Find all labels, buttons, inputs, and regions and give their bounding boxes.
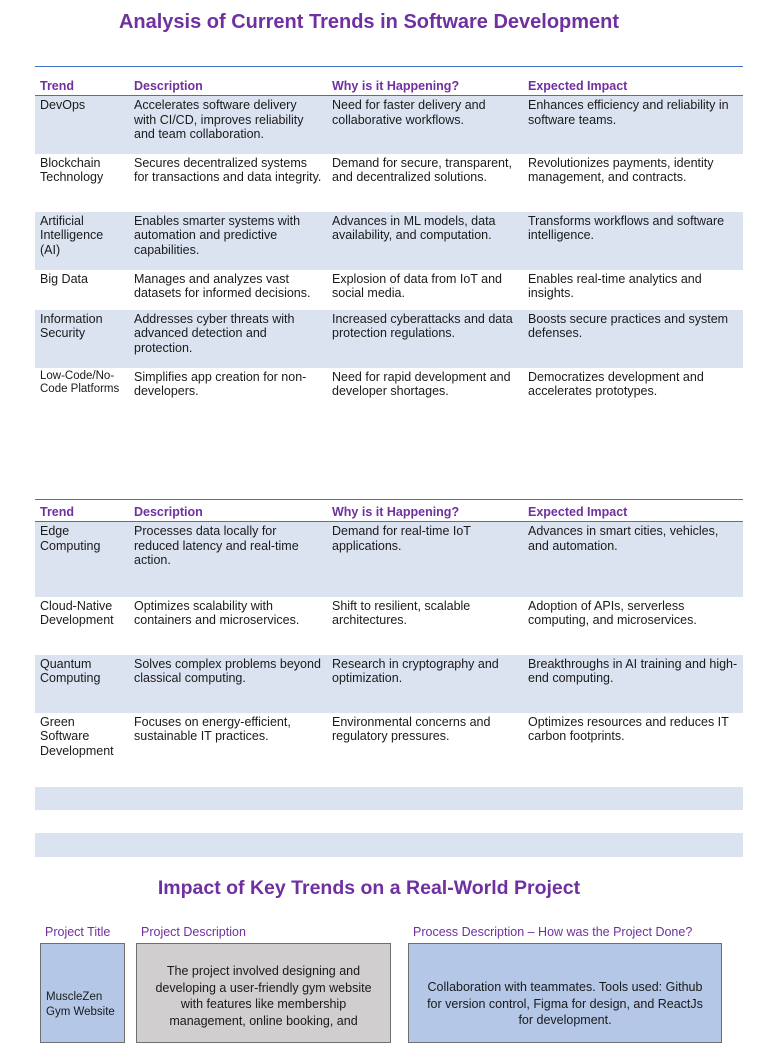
impact-cell: Boosts secure practices and system defenses. — [523, 310, 743, 368]
table-row — [35, 655, 743, 713]
trend-cell: Big Data — [40, 271, 88, 286]
page-title: Analysis of Current Trends in Software Development — [118, 11, 620, 33]
trends-table-1 — [35, 66, 743, 420]
table-row — [35, 154, 743, 212]
description-cell: Solves complex problems beyond classical computing. — [129, 655, 327, 713]
why-cell: Environmental concerns and regulatory pressures. — [332, 714, 491, 743]
why-cell: Research in cryptography and optimization. — [327, 655, 523, 713]
project-title-value: MuscleZen Gym Website — [46, 991, 115, 1018]
description-cell: Optimizes scalability with containers and microservices. — [134, 598, 300, 627]
description-cell: Simplifies app creation for non-developers. — [134, 369, 307, 398]
impact-cell: Democratizes development and accelerates prototypes. — [528, 369, 704, 398]
trend-cell: Quantum Computing — [35, 655, 129, 713]
table-header-row — [35, 500, 743, 522]
project-description-box — [136, 943, 391, 1043]
header-trend: Trend — [35, 500, 129, 522]
impact-cell: Enables real-time analytics and insights. — [528, 271, 702, 300]
impact-cell: Optimizes resources and reduces IT carbon footprints. — [528, 714, 729, 743]
process-description-header: Process Description – How was the Project Done? — [413, 925, 693, 939]
table-row — [35, 522, 743, 597]
header-why: Why is it Happening? — [327, 67, 523, 96]
trend-cell: DevOps — [35, 96, 129, 154]
why-cell: Demand for secure, transparent, and decentralized solutions. — [332, 155, 512, 184]
process-description-box — [408, 943, 722, 1043]
header-description: Description — [129, 67, 327, 96]
table-row — [35, 368, 743, 420]
description-cell: Enables smarter systems with automation and predictive capabilities. — [129, 212, 327, 270]
impact-cell: Revolutionizes payments, identity management, and contracts. — [528, 155, 714, 184]
impact-cell: Advances in smart cities, vehicles, and automation. — [523, 522, 743, 597]
table-row — [35, 597, 743, 655]
trend-cell: Information Security — [35, 310, 129, 368]
table-row — [35, 310, 743, 368]
why-cell: Advances in ML models, data availability, and computation. — [327, 212, 523, 270]
impact-cell: Enhances efficiency and reliability in software teams. — [523, 96, 743, 154]
table-row — [35, 96, 743, 154]
trend-cell: Artificial Intelligence (AI) — [35, 212, 129, 270]
project-description-header: Project Description — [141, 925, 246, 939]
description-cell: Addresses cyber threats with advanced detection and protection. — [129, 310, 327, 368]
description-cell: Processes data locally for reduced latency and real-time action. — [129, 522, 327, 597]
description-cell: Secures decentralized systems for transactions and data integrity. — [134, 155, 322, 184]
empty-table-row — [35, 833, 743, 857]
description-cell: Focuses on energy-efficient, sustainable IT practices. — [134, 714, 291, 743]
header-why: Why is it Happening? — [327, 500, 523, 522]
header-description: Description — [129, 500, 327, 522]
table-row — [35, 270, 743, 310]
table-row — [35, 713, 743, 771]
process-description-value: Collaboration with teammates. Tools used: Github for version control, Figma for design, and ReactJs for development. — [427, 980, 703, 1027]
header-impact: Expected Impact — [523, 67, 743, 96]
trend-cell: Green Software Development — [40, 714, 114, 758]
trend-cell: Cloud-Native Development — [40, 598, 114, 627]
project-section-title: Impact of Key Trends on a Real-World Project — [157, 877, 581, 899]
why-cell: Explosion of data from IoT and social media. — [332, 271, 503, 300]
project-title-box — [40, 943, 125, 1043]
trend-cell: Low-Code/No-Code Platforms — [40, 369, 120, 395]
trend-cell: Edge Computing — [35, 522, 129, 597]
trends-table-2 — [35, 499, 743, 771]
header-impact: Expected Impact — [523, 500, 743, 522]
why-cell: Increased cyberattacks and data protection regulations. — [327, 310, 523, 368]
why-cell: Shift to resilient, scalable architectures. — [332, 598, 471, 627]
why-cell: Demand for real-time IoT applications. — [327, 522, 523, 597]
impact-cell: Adoption of APIs, serverless computing, and microservices. — [528, 598, 697, 627]
why-cell: Need for faster delivery and collaborative workflows. — [327, 96, 523, 154]
why-cell: Need for rapid development and developer shortages. — [332, 369, 511, 398]
table-header-row — [35, 67, 743, 96]
description-cell: Accelerates software delivery with CI/CD, improves reliability and team collaboration. — [129, 96, 327, 154]
trend-cell: Blockchain Technology — [40, 155, 104, 184]
description-cell: Manages and analyzes vast datasets for informed decisions. — [134, 271, 311, 300]
empty-table-row — [35, 787, 743, 810]
project-title-header: Project Title — [45, 925, 111, 939]
impact-cell: Breakthroughs in AI training and high-end computing. — [523, 655, 743, 713]
header-trend: Trend — [35, 67, 129, 96]
impact-cell: Transforms workflows and software intelligence. — [523, 212, 743, 270]
project-description-value: The project involved designing and developing a user-friendly gym website with features like membership management, online booking, and — [155, 964, 372, 1028]
table-row — [35, 212, 743, 270]
